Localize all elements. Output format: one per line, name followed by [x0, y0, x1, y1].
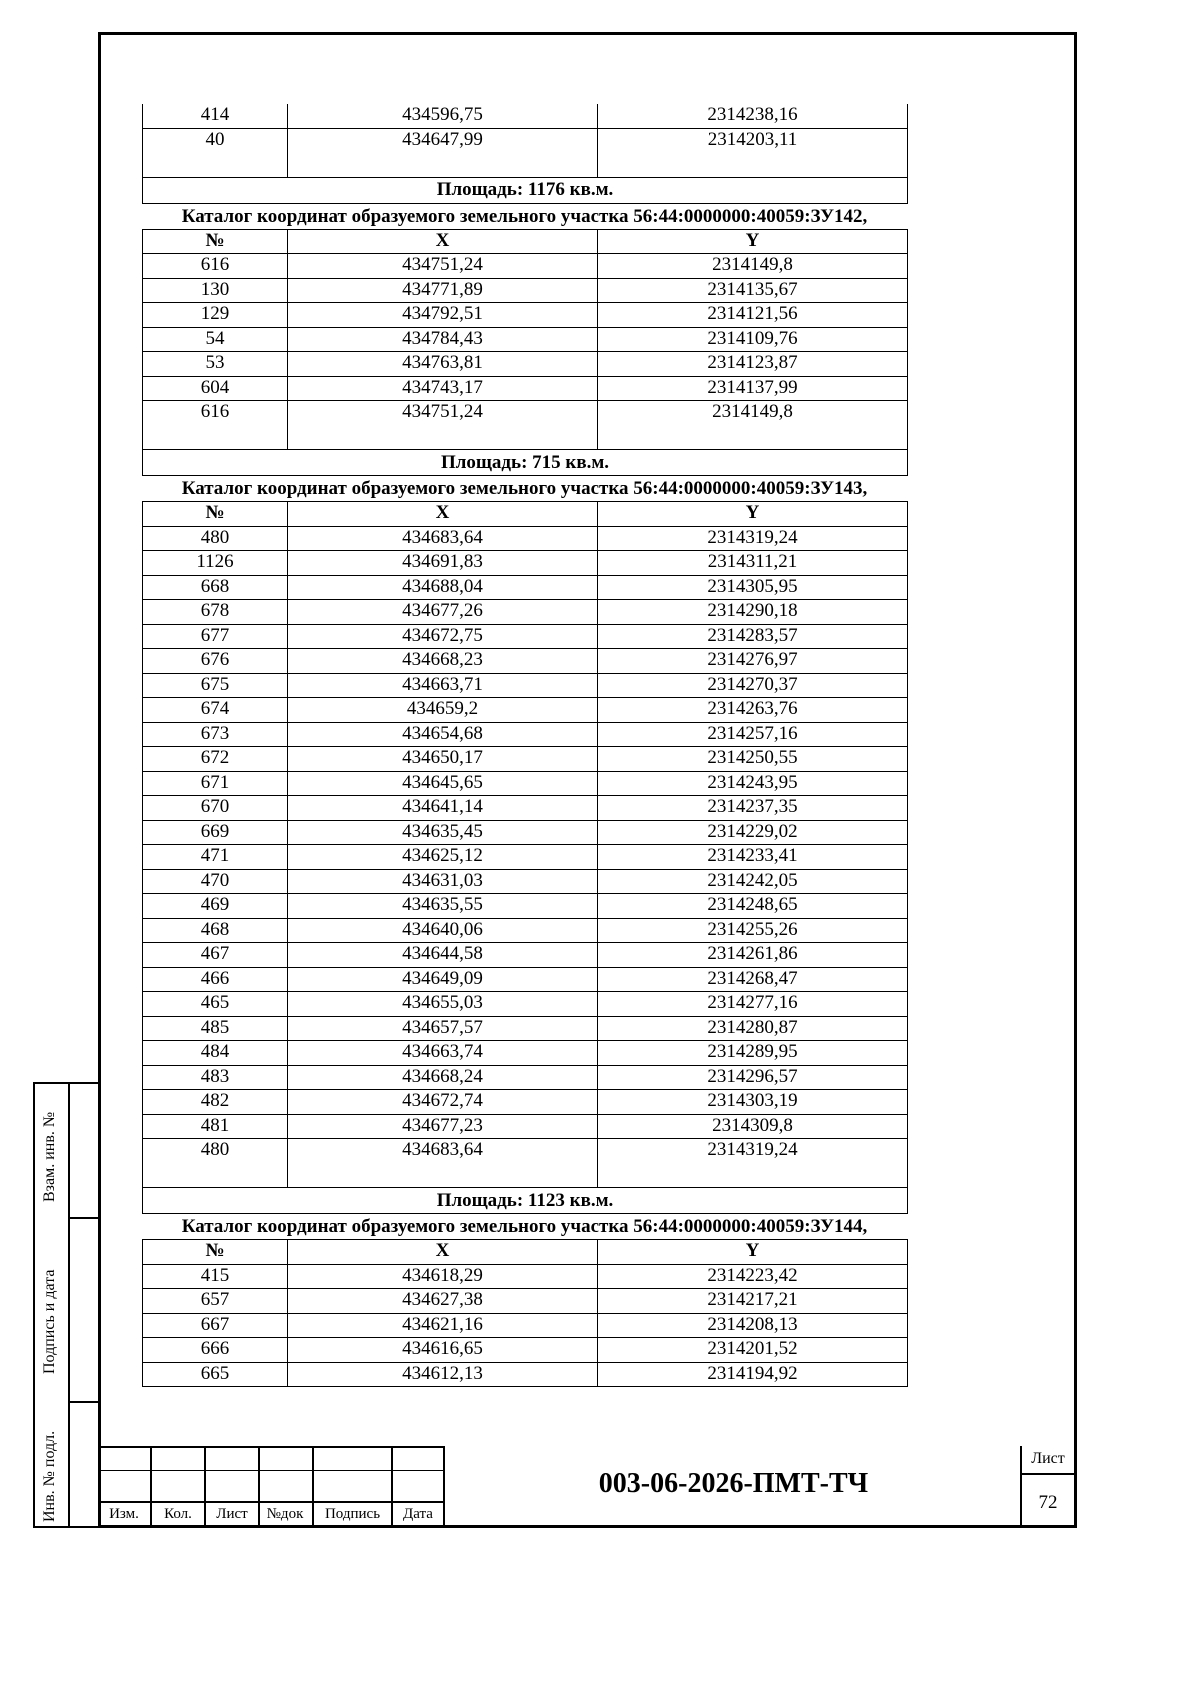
coord-x: 434616,65	[288, 1338, 598, 1363]
point-number: 657	[143, 1289, 288, 1314]
point-number: 471	[143, 845, 288, 870]
header-number: №	[143, 229, 288, 254]
table-row	[143, 401, 908, 450]
coord-y: 2314319,24	[598, 526, 908, 551]
point-number: 415	[143, 1264, 288, 1289]
point-number: 483	[143, 1065, 288, 1090]
side-stamp	[33, 1082, 98, 1528]
coord-y: 2314149,8	[598, 254, 908, 279]
header-x: X	[288, 229, 598, 254]
coord-x: 434683,64	[288, 526, 598, 551]
coord-x: 434672,75	[288, 624, 598, 649]
table-row	[143, 551, 908, 576]
point-number: 669	[143, 820, 288, 845]
coord-y: 2314237,35	[598, 796, 908, 821]
coord-x: 434663,71	[288, 673, 598, 698]
table-row	[143, 967, 908, 992]
table-row	[143, 1264, 908, 1289]
coord-y: 2314137,99	[598, 376, 908, 401]
coord-x: 434688,04	[288, 575, 598, 600]
point-number: 481	[143, 1114, 288, 1139]
table-row	[143, 1041, 908, 1066]
table-row	[143, 352, 908, 377]
header-y: Y	[598, 229, 908, 254]
coord-x: 434672,74	[288, 1090, 598, 1115]
coord-y: 2314296,57	[598, 1065, 908, 1090]
coord-y: 2314201,52	[598, 1338, 908, 1363]
coord-y: 2314233,41	[598, 845, 908, 870]
coord-x: 434635,45	[288, 820, 598, 845]
coord-x: 434618,29	[288, 1264, 598, 1289]
table-row	[143, 1065, 908, 1090]
coord-y: 2314255,26	[598, 918, 908, 943]
coord-x: 434677,26	[288, 600, 598, 625]
coord-y: 2314261,86	[598, 943, 908, 968]
table-row	[143, 1289, 908, 1314]
table-row	[143, 992, 908, 1017]
point-number: 676	[143, 649, 288, 674]
table-header-row	[143, 229, 908, 254]
coord-x: 434627,38	[288, 1289, 598, 1314]
point-number: 616	[143, 401, 288, 450]
table-row	[143, 894, 908, 919]
point-number: 40	[143, 128, 288, 177]
point-number: 130	[143, 278, 288, 303]
coord-y: 2314311,21	[598, 551, 908, 576]
tb-col-kol: Кол.	[164, 1506, 192, 1522]
table-row	[143, 1313, 908, 1338]
coord-y: 2314309,8	[598, 1114, 908, 1139]
table-row	[143, 649, 908, 674]
coord-x: 434655,03	[288, 992, 598, 1017]
point-number: 674	[143, 698, 288, 723]
coord-x: 434625,12	[288, 845, 598, 870]
coord-x: 434663,74	[288, 1041, 598, 1066]
area-row	[143, 1188, 908, 1214]
point-number: 53	[143, 352, 288, 377]
point-number: 678	[143, 600, 288, 625]
coord-x: 434631,03	[288, 869, 598, 894]
point-number: 1126	[143, 551, 288, 576]
document-body	[142, 104, 907, 1387]
coord-x: 434668,23	[288, 649, 598, 674]
table-row	[143, 1114, 908, 1139]
table-row	[143, 278, 908, 303]
side-label-inv: Инв. № подл.	[41, 1430, 58, 1522]
coord-y: 2314229,02	[598, 820, 908, 845]
side-divider	[68, 1401, 100, 1403]
coord-y: 2314277,16	[598, 992, 908, 1017]
coord-x: 434649,09	[288, 967, 598, 992]
point-number: 675	[143, 673, 288, 698]
coord-x: 434621,16	[288, 1313, 598, 1338]
sheet-number: 72	[1038, 1492, 1058, 1513]
coord-x: 434751,24	[288, 401, 598, 450]
table-row	[143, 254, 908, 279]
coordinates-table	[142, 104, 908, 204]
coord-y: 2314303,19	[598, 1090, 908, 1115]
coord-x: 434612,13	[288, 1362, 598, 1387]
coord-y: 2314305,95	[598, 575, 908, 600]
point-number: 129	[143, 303, 288, 328]
point-number: 484	[143, 1041, 288, 1066]
header-number: №	[143, 1240, 288, 1265]
coordinates-table	[142, 1239, 908, 1387]
point-number: 470	[143, 869, 288, 894]
table-row	[143, 918, 908, 943]
point-number: 616	[143, 254, 288, 279]
header-x: X	[288, 1240, 598, 1265]
point-number: 468	[143, 918, 288, 943]
tb-col-ndok: №док	[266, 1506, 304, 1522]
point-number: 480	[143, 526, 288, 551]
side-divider	[68, 1084, 71, 1526]
table-row	[143, 698, 908, 723]
table-row	[143, 820, 908, 845]
coord-x: 434640,06	[288, 918, 598, 943]
coord-y: 2314248,65	[598, 894, 908, 919]
point-number: 671	[143, 771, 288, 796]
coord-y: 2314283,57	[598, 624, 908, 649]
point-number: 670	[143, 796, 288, 821]
point-number: 677	[143, 624, 288, 649]
coord-y: 2314290,18	[598, 600, 908, 625]
point-number: 54	[143, 327, 288, 352]
point-number: 482	[143, 1090, 288, 1115]
coord-y: 2314276,97	[598, 649, 908, 674]
table-row	[143, 747, 908, 772]
coord-y: 2314203,11	[598, 128, 908, 177]
table-header-row	[143, 502, 908, 527]
coord-x: 434743,17	[288, 376, 598, 401]
table-row	[143, 1362, 908, 1387]
coord-y: 2314109,76	[598, 327, 908, 352]
coord-y: 2314280,87	[598, 1016, 908, 1041]
header-number: №	[143, 502, 288, 527]
point-number: 467	[143, 943, 288, 968]
tb-col-podpis: Подпись	[324, 1506, 381, 1522]
sheet-label: Лист	[1031, 1450, 1065, 1467]
coord-x: 434792,51	[288, 303, 598, 328]
catalog-caption: Каталог координат образуемого земельного участка 56:44:0000000:40059:ЗУ142,	[181, 205, 868, 227]
coord-y: 2314149,8	[598, 401, 908, 450]
coord-y: 2314289,95	[598, 1041, 908, 1066]
coord-y: 2314135,67	[598, 278, 908, 303]
coord-x: 434635,55	[288, 894, 598, 919]
coord-y: 2314208,13	[598, 1313, 908, 1338]
point-number: 465	[143, 992, 288, 1017]
table-row	[143, 327, 908, 352]
coord-y: 2314238,16	[598, 104, 908, 128]
point-number: 485	[143, 1016, 288, 1041]
coord-y: 2314223,42	[598, 1264, 908, 1289]
catalog-caption: Каталог координат образуемого земельного участка 56:44:0000000:40059:ЗУ143,	[181, 478, 868, 499]
coord-x: 434596,75	[288, 104, 598, 128]
coord-x: 434647,99	[288, 128, 598, 177]
coord-y: 2314121,56	[598, 303, 908, 328]
coord-x: 434657,57	[288, 1016, 598, 1041]
point-number: 414	[143, 104, 288, 128]
coord-y: 2314123,87	[598, 352, 908, 377]
coord-x: 434641,14	[288, 796, 598, 821]
table-row	[143, 128, 908, 177]
coordinates-table	[142, 501, 908, 1214]
table-row	[143, 1338, 908, 1363]
coord-x: 434771,89	[288, 278, 598, 303]
coord-x: 434650,17	[288, 747, 598, 772]
table-row	[143, 104, 908, 128]
coord-x: 434763,81	[288, 352, 598, 377]
table-row	[143, 943, 908, 968]
coord-x: 434644,58	[288, 943, 598, 968]
header-y: Y	[598, 1240, 908, 1265]
table-row	[143, 303, 908, 328]
point-number: 665	[143, 1362, 288, 1387]
side-label-podpis: Подпись и дата	[41, 1269, 58, 1374]
tb-col-izm: Изм.	[109, 1506, 139, 1522]
area-value: Площадь: 1176 кв.м.	[143, 177, 908, 203]
table-row	[143, 575, 908, 600]
coord-x: 434691,83	[288, 551, 598, 576]
table-row	[143, 771, 908, 796]
table-row	[143, 869, 908, 894]
document-code: 003-06-2026-ПМТ-ТЧ	[598, 1468, 869, 1499]
coord-y: 2314270,37	[598, 673, 908, 698]
table-row	[143, 376, 908, 401]
coord-x: 434784,43	[288, 327, 598, 352]
table-row	[143, 624, 908, 649]
point-number: 667	[143, 1313, 288, 1338]
tb-col-list: Лист	[216, 1506, 248, 1522]
coord-x: 434751,24	[288, 254, 598, 279]
header-x: X	[288, 502, 598, 527]
area-value: Площадь: 715 кв.м.	[143, 450, 908, 476]
header-y: Y	[598, 502, 908, 527]
coord-y: 2314250,55	[598, 747, 908, 772]
table-row	[143, 796, 908, 821]
point-number: 666	[143, 1338, 288, 1363]
coord-y: 2314194,92	[598, 1362, 908, 1387]
table-row	[143, 673, 908, 698]
coord-x: 434677,23	[288, 1114, 598, 1139]
coord-x: 434654,68	[288, 722, 598, 747]
area-value: Площадь: 1123 кв.м.	[143, 1188, 908, 1214]
point-number: 604	[143, 376, 288, 401]
coord-x: 434683,64	[288, 1139, 598, 1188]
table-row	[143, 526, 908, 551]
point-number: 480	[143, 1139, 288, 1188]
catalog-caption: Каталог координат образуемого земельного участка 56:44:0000000:40059:ЗУ144,	[181, 1216, 868, 1237]
area-row	[143, 450, 908, 476]
coord-y: 2314257,16	[598, 722, 908, 747]
area-row	[143, 177, 908, 203]
table-row	[143, 1016, 908, 1041]
coord-y: 2314263,76	[598, 698, 908, 723]
coordinates-table	[142, 229, 908, 477]
point-number: 668	[143, 575, 288, 600]
coord-y: 2314242,05	[598, 869, 908, 894]
table-row	[143, 600, 908, 625]
point-number: 672	[143, 747, 288, 772]
coord-y: 2314319,24	[598, 1139, 908, 1188]
coord-y: 2314217,21	[598, 1289, 908, 1314]
coord-x: 434659,2	[288, 698, 598, 723]
coord-x: 434645,65	[288, 771, 598, 796]
side-divider	[68, 1217, 100, 1219]
point-number: 466	[143, 967, 288, 992]
table-header-row	[143, 1240, 908, 1265]
tb-col-data: Дата	[403, 1506, 433, 1522]
point-number: 469	[143, 894, 288, 919]
coord-y: 2314243,95	[598, 771, 908, 796]
table-row	[143, 1139, 908, 1188]
coord-y: 2314268,47	[598, 967, 908, 992]
point-number: 673	[143, 722, 288, 747]
table-row	[143, 1090, 908, 1115]
side-label-vzam: Взам. инв. №	[41, 1111, 58, 1202]
coord-x: 434668,24	[288, 1065, 598, 1090]
table-row	[143, 845, 908, 870]
table-row	[143, 722, 908, 747]
